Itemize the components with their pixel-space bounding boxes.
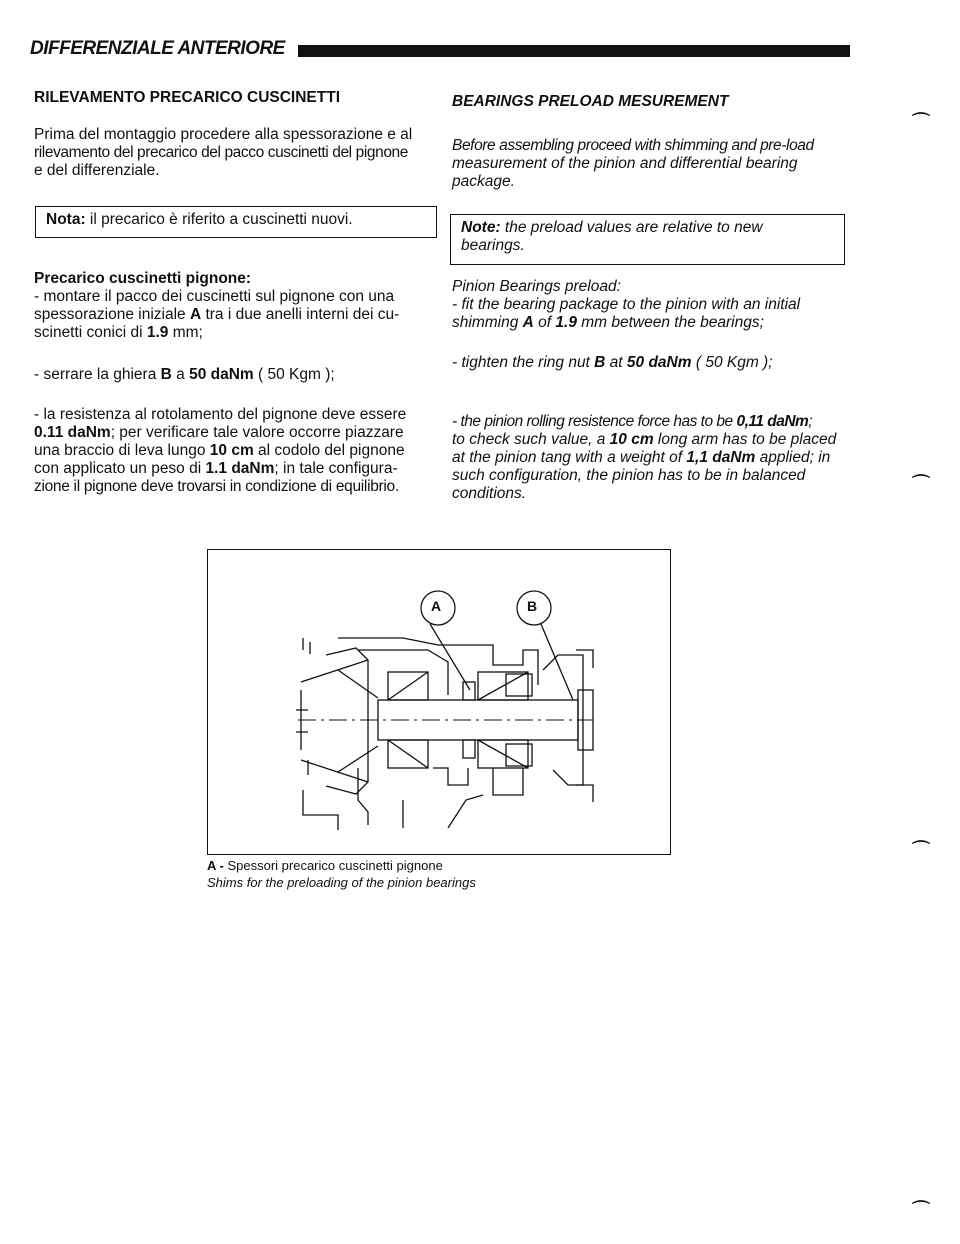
english-intro <box>452 137 852 191</box>
note-text: the preload values are relative to new <box>500 219 763 236</box>
text: A <box>522 314 534 331</box>
text-line <box>452 431 862 449</box>
text-line: package. <box>452 173 515 190</box>
text-line <box>461 219 834 237</box>
edge-mark: ⌒ <box>912 1200 930 1220</box>
text-line: rilevamento del precarico del pacco cuscinetti del pignone <box>34 144 409 161</box>
text: ; in tale configura- <box>274 460 398 477</box>
italian-steps <box>34 270 434 342</box>
english-note-box <box>450 214 845 265</box>
text: applied; in <box>755 449 831 466</box>
text: una braccio di leva lungo <box>34 442 210 459</box>
edge-mark: ⌒ <box>912 112 930 132</box>
text-line <box>34 460 444 478</box>
note-text: il precarico è riferito a cuscinetti nuovi. <box>85 211 353 228</box>
edge-mark: ⌒ <box>912 840 930 860</box>
text: - tighten the ring nut <box>452 354 595 371</box>
text: a <box>171 366 190 383</box>
italian-step-2 <box>34 366 335 384</box>
text: ( 50 Kgm ); <box>253 366 335 383</box>
text-line: Prima del montaggio procedere alla spessorazione e al <box>34 126 413 143</box>
note-label: Note: <box>461 219 501 236</box>
shim-a-top <box>463 682 475 700</box>
section-title: DIFFERENZIALE ANTERIORE <box>30 38 285 59</box>
text: mm; <box>168 324 203 341</box>
text-line: zione il pignone deve trovarsi in condizione di equilibrio. <box>34 478 399 495</box>
leader-line-b <box>541 624 573 700</box>
english-heading: BEARINGS PRELOAD MESUREMENT <box>452 93 729 110</box>
english-step-2 <box>452 354 773 372</box>
text: B <box>594 354 606 371</box>
text: 10 cm <box>609 431 654 448</box>
text-line: measurement of the pinion and differential bearing <box>452 155 798 172</box>
text-line: e del differenziale. <box>34 162 160 179</box>
text-line <box>34 306 434 324</box>
text: 0,11 daNm <box>736 413 809 430</box>
leader-line-a <box>430 624 470 690</box>
text: 1.9 <box>146 324 169 341</box>
text: 1.9 <box>555 314 577 331</box>
text: scinetti conici di <box>34 324 147 341</box>
text: long arm has to be placed <box>653 431 837 448</box>
english-steps <box>452 278 862 332</box>
text: tra i due anelli interni dei cu- <box>201 306 400 323</box>
gear-teeth <box>301 638 378 782</box>
shim-a-bottom <box>463 740 475 758</box>
italian-subheading: Precarico cuscinetti pignone: <box>34 270 252 287</box>
text: A <box>189 306 202 323</box>
italian-step-3 <box>34 406 444 496</box>
english-subheading: Pinion Bearings preload: <box>452 278 621 295</box>
text: at <box>605 354 627 371</box>
text: to check such value, a <box>452 431 610 448</box>
text: - the pinion rolling resistence force has to be <box>452 413 737 430</box>
text: spessorazione iniziale <box>34 306 190 323</box>
text-line: such configuration, the pinion has to be in balanced <box>452 467 806 484</box>
caption-en: Shims for the preloading of the pinion bearings <box>207 875 476 890</box>
text: 0.11 daNm <box>34 424 111 441</box>
housing-lower-lines <box>403 795 483 828</box>
caption-label: A - <box>207 858 224 873</box>
text: 1,1 daNm <box>686 449 756 466</box>
text: B <box>160 366 172 383</box>
text-line <box>34 442 444 460</box>
text-line: Before assembling proceed with shimming and pre-load <box>452 137 814 154</box>
edge-mark: ⌒ <box>912 474 930 494</box>
text: ; per verificare tale valore occorre piazzare <box>110 424 404 441</box>
note-text: bearings. <box>461 237 525 254</box>
text-line <box>452 314 862 332</box>
text: 1.1 daNm <box>205 460 275 477</box>
figure-caption <box>207 857 476 891</box>
text-line: - the pinion rolling resistence force has to be 0,11 daNm; <box>452 413 813 430</box>
text: con applicato un peso di <box>34 460 206 477</box>
text: of <box>533 314 556 331</box>
text: - serrare la ghiera <box>34 366 161 383</box>
text-line <box>34 324 434 342</box>
text: shimming <box>452 314 523 331</box>
note-label: Nota: <box>46 211 86 228</box>
text-line: - fit the bearing package to the pinion with an initial <box>452 296 801 313</box>
text-line: conditions. <box>452 485 527 502</box>
callout-b-label: B <box>527 598 538 614</box>
caption-it <box>207 857 476 874</box>
text: at the pinion tang with a weight of <box>452 449 687 466</box>
text: mm between the bearings; <box>576 314 764 331</box>
caption-text: Spessori precarico cuscinetti pignone <box>223 858 443 873</box>
text-line <box>452 449 862 467</box>
text: ( 50 Kgm ); <box>691 354 773 371</box>
header-bar <box>298 45 850 57</box>
text: 10 cm <box>209 442 254 459</box>
italian-note-box <box>35 206 437 238</box>
italian-intro <box>34 126 434 180</box>
text: 50 daNm <box>189 366 254 383</box>
text-line: - la resistenza al rotolamento del pignone deve essere <box>34 406 407 423</box>
english-step-3 <box>452 413 862 503</box>
text-line: - montare il pacco dei cuscinetti sul pignone con una <box>34 288 395 305</box>
pinion-head <box>326 648 368 794</box>
pinion-drawing <box>208 550 670 854</box>
callout-a-label: A <box>431 598 442 614</box>
housing-bottom <box>358 768 523 825</box>
italian-heading: RILEVAMENTO PRECARICO CUSCINETTI <box>34 89 340 106</box>
text-line <box>34 424 444 442</box>
text: 50 daNm <box>626 354 692 371</box>
text: al codolo del pignone <box>253 442 405 459</box>
pinion-bearing-diagram <box>207 549 671 855</box>
